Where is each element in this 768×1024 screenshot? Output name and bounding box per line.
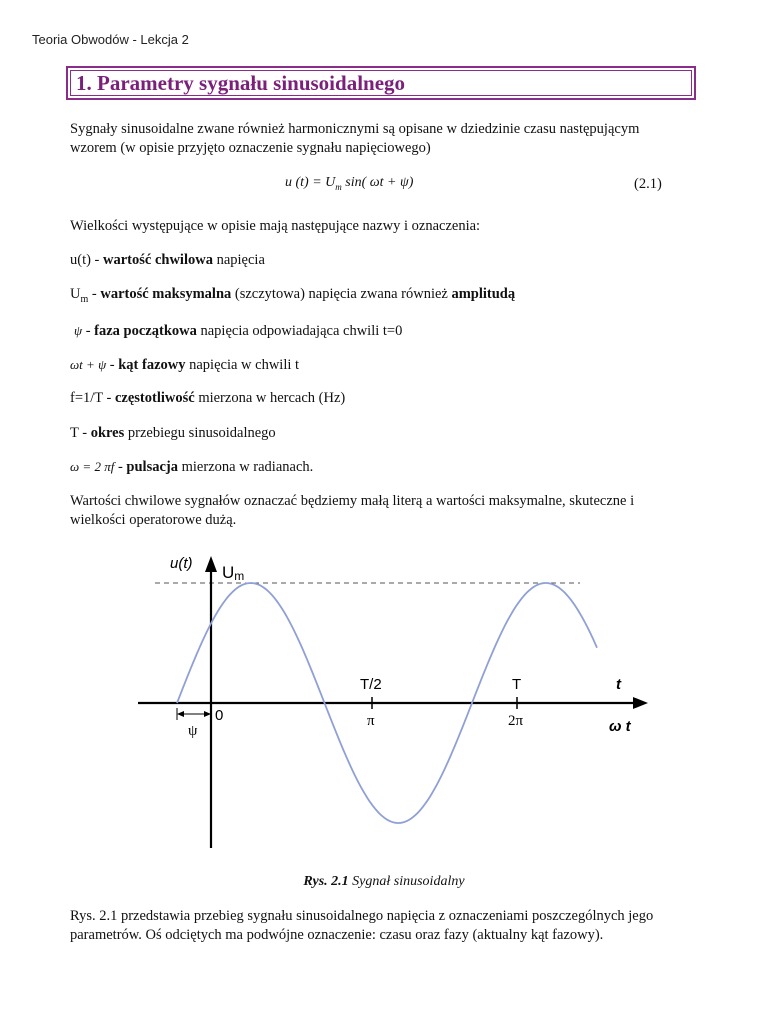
origin-label: 0 <box>215 707 224 724</box>
definitions-intro: Wielkości występujące w opisie mają następujące nazwy i oznaczenia: <box>70 218 481 234</box>
section-title: 1. Parametry sygnału sinusoidalnego <box>76 71 406 95</box>
closing-line-1: Rys. 2.1 przedstawia przebieg sygnału sinusoidalnego napięcia z oznaczeniami poszczególnych jego <box>70 908 654 924</box>
t-axis-label: t <box>616 676 621 693</box>
intro-line-1: Sygnały sinusoidalne zwane również harmonicznymi są opisane w dziedzinie czasu następującym <box>70 121 640 137</box>
def-frequency: f=1/T - częstotliwość mierzona w hercach (Hz) <box>70 390 346 406</box>
def-period: T - okres przebiegu sinusoidalnego <box>70 425 276 441</box>
equation-number: (2.1) <box>634 176 662 192</box>
omega-t-label: ω t <box>609 718 631 735</box>
y-axis-label: u(t) <box>170 555 193 572</box>
note-line-1: Wartości chwilowe sygnałów oznaczać będziemy małą literą a wartości maksymalne, skuteczne i <box>70 493 635 509</box>
um-label: Um <box>222 563 245 583</box>
closing-line-2: parametrów. Oś odciętych ma podwójne oznaczenie: czasu oraz fazy (aktualny kąt fazowy). <box>70 927 604 943</box>
time-axis-arrow <box>633 697 648 709</box>
note-paragraph <box>70 492 700 530</box>
closing-paragraph <box>70 907 700 945</box>
page-header: Teoria Obwodów - Lekcja 2 <box>32 32 189 47</box>
def-phase-angle: ωt + ψ - kąt fazowy napięcia w chwili t <box>70 357 300 373</box>
def-pulsation: ω = 2 πf - pulsacja mierzona w radianach. <box>70 459 314 475</box>
def-initial-phase: ψ - faza początkowa napięcia odpowiadająca chwili t=0 <box>74 323 403 339</box>
intro-line-2: wzorem (w opisie przyjęto oznaczenie sygnału napięciowego) <box>70 140 431 156</box>
pi-label: π <box>367 713 375 729</box>
formula: u $(t) = U_m$ sin( ωt + ψ) <box>285 175 414 192</box>
def-amplitude: $U_m$ - wartość maksymalna (szczytowa) napięcia zwana również amplitudą <box>70 286 516 305</box>
value-axis-arrow <box>205 556 217 572</box>
two-pi-label: 2π <box>508 713 524 729</box>
sinusoid-figure <box>130 548 650 858</box>
period-label: T <box>512 676 522 693</box>
intro-paragraph <box>70 120 700 158</box>
psi-label: ψ <box>188 723 198 739</box>
note-line-2: wielkości operatorowe dużą. <box>70 512 237 528</box>
def-instant-value: u(t) - wartość chwilowa napięcia <box>70 252 265 268</box>
half-period-label: T/2 <box>360 676 382 693</box>
figure-caption: Rys. 2.1 Sygnał sinusoidalny <box>303 874 465 889</box>
